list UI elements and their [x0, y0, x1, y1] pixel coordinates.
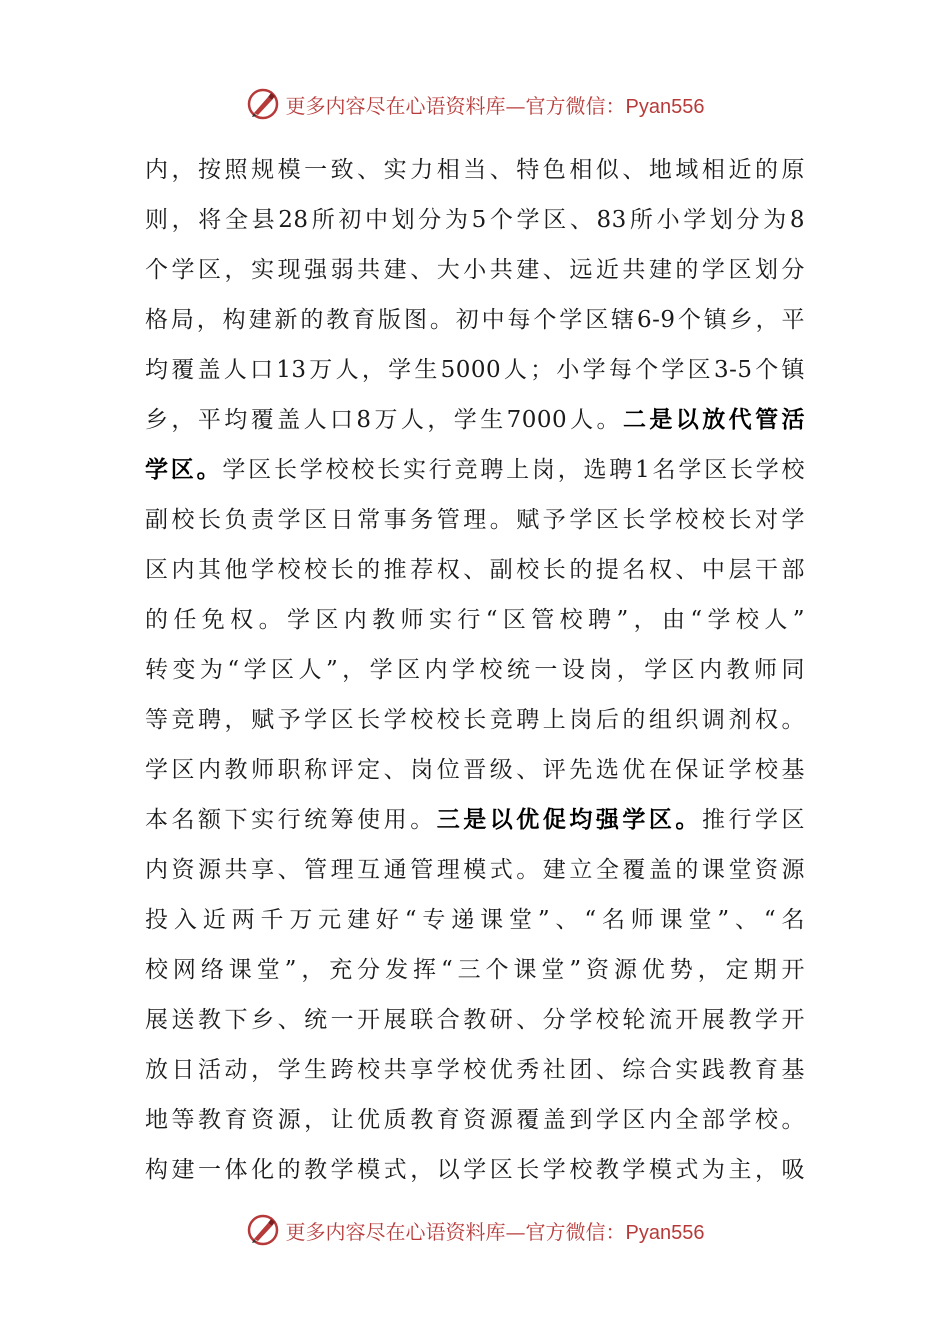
text-segment: 个学区，实现强弱共建、大小共建、远近共建的学区划分: [145, 257, 805, 283]
text-line: [145, 845, 805, 895]
text-segment: 校网络课堂”，充分发挥“三个课堂”资源优势，定期开: [145, 957, 805, 983]
text-segment: 内，按照规模一致、实力相当、特色相似、地域相近的原: [145, 157, 805, 183]
text-line: [145, 645, 805, 695]
text-line: [145, 345, 805, 395]
text-segment: 的任免权。学区内教师实行“区管校聘”，由“学校人”: [145, 607, 805, 633]
text-line: [145, 795, 805, 845]
pen-logo-icon: [246, 1213, 280, 1247]
text-line: [145, 195, 805, 245]
text-segment: 内资源共享、管理互通管理模式。建立全覆盖的课堂资源: [145, 857, 805, 883]
text-segment: 区内其他学校校长的推荐权、副校长的提名权、中层干部: [145, 557, 805, 583]
text-line: [145, 445, 805, 495]
text-segment: 地等教育资源，让优质教育资源覆盖到学区内全部学校。: [145, 1107, 805, 1133]
wechat-id: Pyan556: [625, 1221, 705, 1244]
text-line: [145, 695, 805, 745]
text-segment: 投入近两千万元建好“专递课堂”、“名师课堂”、“名: [145, 907, 805, 933]
text-segment: 则，将全县28所初中划分为5个学区、83所小学划分为8: [145, 207, 805, 233]
text-line: [145, 245, 805, 295]
bold-heading-segment: 三是以优促均强学区。: [436, 807, 702, 833]
text-line: [145, 1145, 805, 1195]
wechat-id: Pyan556: [625, 95, 705, 118]
banner-text: 更多内容尽在心语资料库—官方微信：Pyan556: [285, 1219, 705, 1244]
text-line: [145, 745, 805, 795]
text-segment: 学区长学校校长实行竞聘上岗，选聘1名学区长学校: [222, 457, 806, 483]
text-segment: 转变为“学区人”，学区内学校统一设岗，学区内教师同: [145, 657, 805, 683]
text-line: [145, 995, 805, 1045]
text-line: [145, 1095, 805, 1145]
text-segment: 学区内教师职称评定、岗位晋级、评先选优在保证学校基: [145, 757, 805, 783]
bold-heading-segment: 二是以放代管活: [622, 407, 806, 433]
bold-heading-segment: 学区。: [145, 457, 223, 483]
footer-banner: [0, 1210, 950, 1250]
text-line: [145, 495, 805, 545]
text-segment: 副校长负责学区日常事务管理。赋予学区长学校校长对学: [145, 507, 805, 533]
text-line: [145, 545, 805, 595]
text-segment: 均覆盖人口13万人，学生5000人；小学每个学区3-5个镇: [145, 357, 805, 383]
text-segment: 推行学区: [701, 807, 806, 833]
text-segment: 展送教下乡、统一开展联合教研、分学校轮流开展教学开: [145, 1007, 805, 1033]
text-line: [145, 895, 805, 945]
pen-logo-icon: [246, 87, 280, 121]
text-line: [145, 395, 805, 445]
text-segment: 本名额下实行统筹使用。: [145, 807, 437, 833]
text-line: [145, 1045, 805, 1095]
text-line: [145, 295, 805, 345]
banner-text: 更多内容尽在心语资料库—官方微信：Pyan556: [285, 93, 705, 118]
header-banner: [0, 84, 950, 124]
text-segment: 放日活动，学生跨校共享学校优秀社团、综合实践教育基: [145, 1057, 805, 1083]
text-segment: 格局，构建新的教育版图。初中每个学区辖6-9个镇乡，平: [145, 307, 805, 333]
text-segment: 乡，平均覆盖人口8万人，学生7000人。: [145, 407, 623, 433]
text-segment: 构建一体化的教学模式，以学区长学校教学模式为主，吸: [145, 1157, 805, 1183]
text-line: [145, 945, 805, 995]
document-body: [145, 145, 805, 1195]
text-line: [145, 595, 805, 645]
text-line: [145, 145, 805, 195]
text-segment: 等竞聘，赋予学区长学校校长竞聘上岗后的组织调剂权。: [145, 707, 805, 733]
